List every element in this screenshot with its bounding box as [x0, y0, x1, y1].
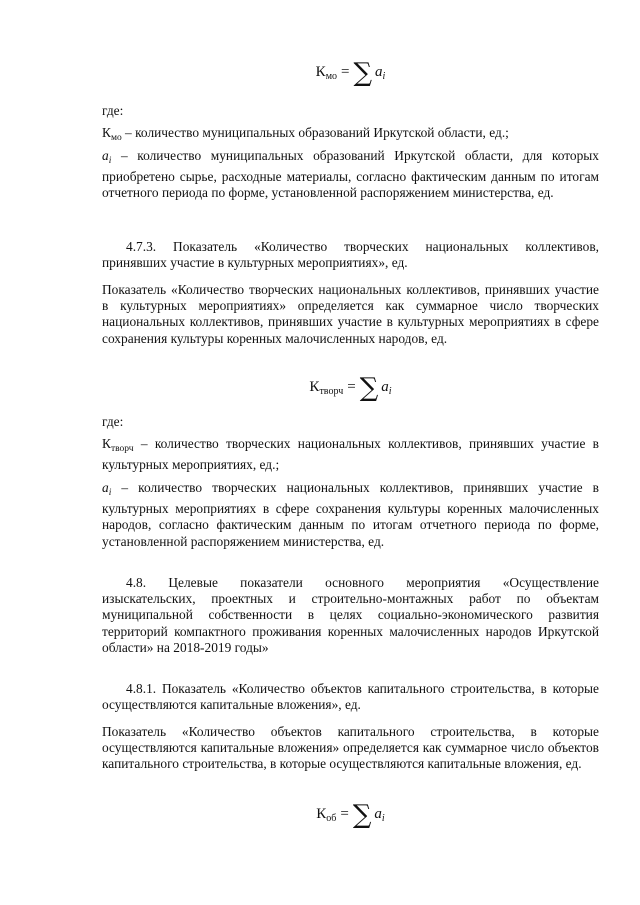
term-a: a	[381, 379, 389, 395]
def-term-index: i	[108, 156, 112, 166]
definition-k-tvorch	[102, 436, 599, 473]
formula-subscript: творч	[319, 386, 344, 397]
formula-symbol: К	[316, 806, 327, 822]
def-term-a: a	[102, 480, 109, 495]
heading-4-7-3: 4.7.3. Показатель «Количество творческих национальных коллективов, принявших участие в культурных мероприятиях», ед.	[102, 239, 599, 271]
formula-k-tvorch	[102, 373, 599, 403]
def-subscript: мо	[110, 133, 122, 143]
def-term-index: i	[108, 488, 112, 498]
where-label-1: где:	[102, 103, 124, 118]
where-label-2: где:	[102, 414, 124, 429]
formula-term	[374, 806, 384, 822]
term-a: a	[374, 806, 382, 822]
formula-symbol: К	[315, 64, 326, 80]
paragraph-4-8-1: Показатель «Количество объектов капитального строительства, в которые осуществляются капитальные вложения» определяется как суммарное число объектов капитального строительства, в которые осуществляются капитальные вложения, ед.	[102, 724, 599, 772]
heading-4-8: 4.8. Целевые показатели основного мероприятия «Осуществление изыскательских, проектных и строительно-монтажных работ по объектам муниципальной собственности в целях социально-экономического развития территорий компактного проживания коренных малочисленных народов Иркутской области» на 2018-2019 годы»	[102, 575, 599, 655]
def-text: – количество творческих национальных коллективов, принявших участие в культурных мероприятиях в сфере сохранения культуры коренных малочисленных народов, согласно фактическим данным по итогам отчетного периода по форме, установленной распоряжением министерства, ед.	[102, 480, 599, 549]
term-index: i	[388, 386, 392, 397]
definition-a-i-2	[102, 480, 599, 550]
sum-symbol: ∑	[352, 800, 372, 830]
def-term-a: a	[102, 148, 109, 163]
formula-subscript: мо	[325, 71, 338, 82]
definition-a-i-1	[102, 148, 599, 202]
def-text: – количество муниципальных образований Иркутской области, для которых приобретено сырье, расходные материалы, согласно фактическим данным по итогам отчетного периода по форме, установленной распоряжением министерства, ед.	[102, 148, 599, 201]
def-text: – количество творческих национальных коллективов, принявших участие в культурных мероприятиях, ед.;	[102, 436, 599, 473]
formula-k-ob	[102, 800, 599, 830]
term-index: i	[382, 71, 386, 82]
definition-k-mo	[102, 125, 599, 146]
formula-subscript: об	[326, 813, 337, 824]
formula-term	[375, 64, 385, 80]
formula-k-mo	[102, 58, 599, 88]
formula-equals: =	[340, 806, 349, 822]
formula-equals: =	[341, 64, 350, 80]
heading-4-8-1: 4.8.1. Показатель «Количество объектов капитального строительства, в которые осуществляются капитальные вложения», ед.	[102, 681, 599, 713]
def-symbol: К	[102, 436, 111, 451]
sum-symbol: ∑	[353, 58, 373, 88]
paragraph-4-7-3: Показатель «Количество творческих национальных коллективов, принявших участие в культурных мероприятиях» определяется как суммарное число творческих национальных коллективов, принявших участие в культурных мероприятиях в сфере сохранения культуры коренных малочисленных народов, ед.	[102, 282, 599, 346]
formula-term	[381, 379, 391, 395]
sum-symbol: ∑	[359, 373, 379, 403]
def-text: – количество муниципальных образований Иркутской области, ед.;	[121, 125, 509, 140]
term-index: i	[381, 813, 385, 824]
term-a: a	[375, 64, 383, 80]
formula-equals: =	[347, 379, 356, 395]
formula-symbol: К	[309, 379, 320, 395]
def-subscript: творч	[110, 444, 134, 454]
def-symbol: К	[102, 125, 111, 140]
